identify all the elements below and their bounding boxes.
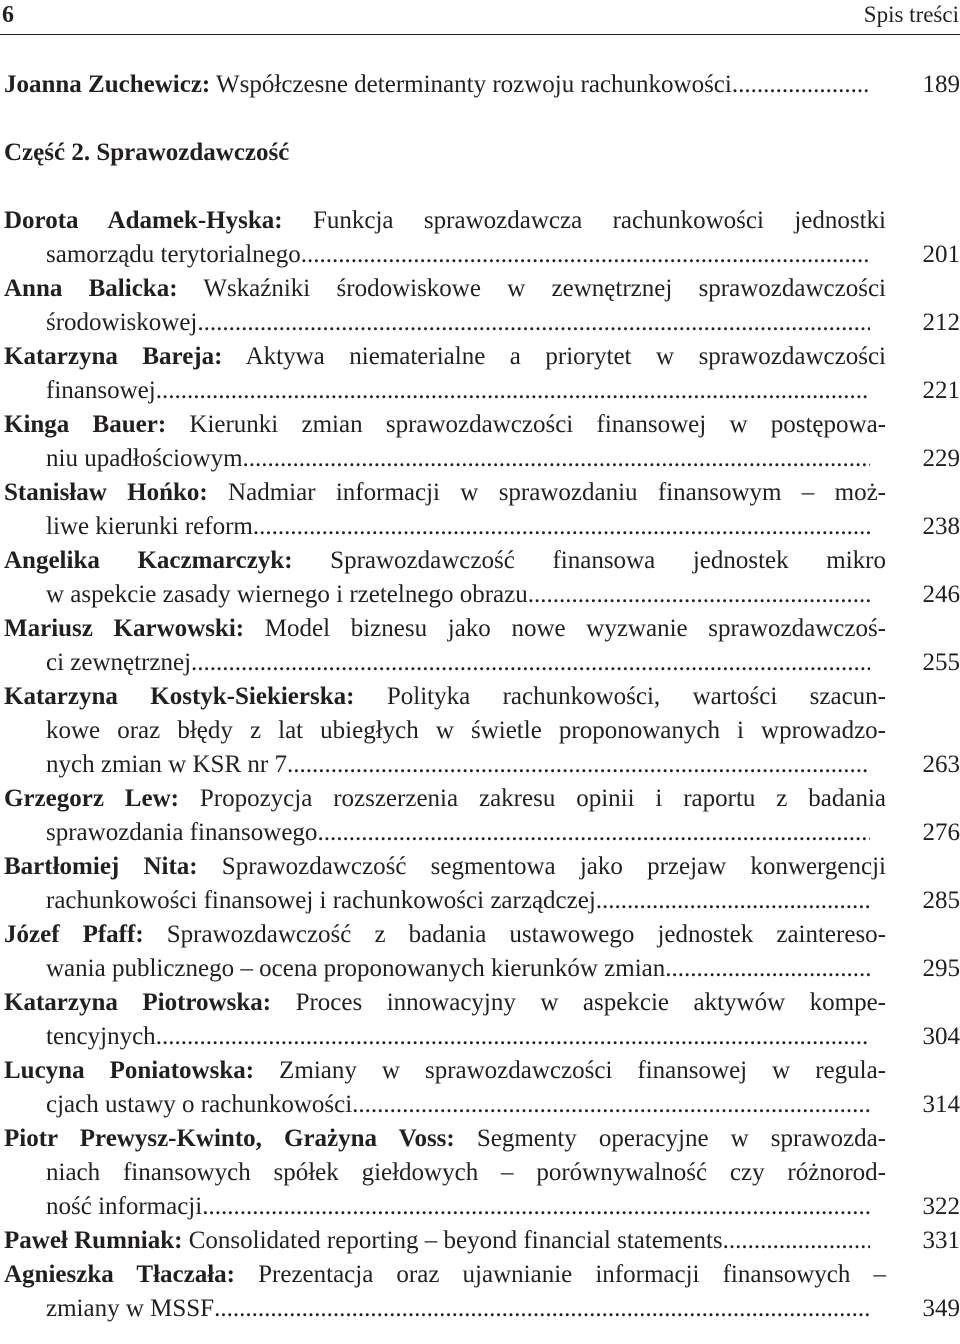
toc-entry[interactable] — [4, 1258, 960, 1326]
leader-dots — [352, 1088, 870, 1122]
entry-page-number: 221 — [922, 377, 960, 404]
entry-title: Segmenty operacyjne w sprawozda- — [454, 1125, 887, 1152]
entry-line — [4, 1190, 960, 1224]
entry-title: Sprawozdawczość finansowa jednostek mikro — [292, 547, 887, 574]
entry-title-cont: niach finansowych spółek giełdowych – porównywalność czy różnorod- — [46, 1159, 886, 1186]
entry-line — [4, 612, 886, 646]
entry-author: Angelika Kaczmarczyk: — [4, 547, 293, 574]
entry-title: Współczesne determinanty rozwoju rachunkowości — [210, 71, 732, 98]
entry-title: Prezentacja oraz ujawnianie informacji finansowych – — [234, 1261, 886, 1288]
toc-entry[interactable] — [4, 204, 960, 272]
leader-dots — [596, 884, 870, 918]
entry-line — [4, 578, 960, 612]
leader-dots — [317, 816, 870, 850]
entry-author: Katarzyna Bareja: — [4, 343, 223, 370]
entry-page-number: 314 — [922, 1091, 960, 1118]
leader-dots — [191, 646, 870, 680]
entry-title: Kierunki zmian sprawozdawczości finansowej w postępowa- — [166, 411, 886, 438]
entry-line — [4, 340, 886, 374]
entry-title-cont: kowe oraz błędy z lat ubiegłych w świetle proponowanych i wprowadzo- — [46, 717, 886, 744]
entry-text — [4, 1224, 723, 1258]
entry-title-end: ci zewnętrznej — [46, 649, 192, 676]
entry-page-number: 212 — [922, 309, 960, 336]
toc-entry[interactable] — [4, 544, 960, 612]
toc-entry[interactable] — [4, 1122, 960, 1224]
entry-line — [4, 1122, 886, 1156]
entry-line — [4, 408, 886, 442]
toc-entry[interactable] — [4, 680, 960, 782]
entry-page-number: 276 — [922, 819, 960, 846]
entry-line — [4, 1258, 886, 1292]
entry-title-end: niu upadłościowym — [46, 445, 243, 472]
entry-line — [4, 1224, 960, 1258]
entry-author: Kinga Bauer: — [4, 411, 167, 438]
entry-author: Katarzyna Piotrowska: — [4, 989, 272, 1016]
toc-entry[interactable] — [4, 68, 960, 102]
leader-dots — [156, 1020, 870, 1054]
leader-dots — [723, 1224, 870, 1258]
toc-entry[interactable] — [4, 918, 960, 986]
entry-title: Nadmiar informacji w sprawozdaniu finansowym – moż- — [207, 479, 886, 506]
entry-author: Katarzyna Kostyk-Siekierska: — [4, 683, 355, 710]
entry-title: Aktywa niematerialne a priorytet w sprawozdawczości — [222, 343, 886, 370]
entry-title: Funkcja sprawozdawcza rachunkowości jednostki — [282, 207, 886, 234]
entry-title: Proces innowacyjny w aspekcie aktywów kompe- — [271, 989, 886, 1016]
entry-title-end: cjach ustawy o rachunkowości — [46, 1091, 353, 1118]
entry-line — [4, 204, 886, 238]
entry-title-end: liwe kierunki reform — [46, 513, 253, 540]
leader-dots — [732, 68, 870, 102]
entry-page-number: 263 — [922, 751, 960, 778]
toc-content — [4, 68, 960, 1326]
entry-line — [4, 1020, 960, 1054]
leader-dots — [243, 442, 870, 476]
toc-entry-list — [4, 204, 960, 1326]
entry-line — [4, 918, 886, 952]
leader-dots — [301, 238, 870, 272]
entry-page-number: 229 — [922, 445, 960, 472]
entry-page-number: 255 — [922, 649, 960, 676]
entry-line — [4, 476, 886, 510]
entry-line — [4, 272, 886, 306]
entry-line — [4, 850, 886, 884]
leader-dots — [214, 1292, 870, 1326]
entry-title-end: wania publicznego – ocena proponowanych kierunków zmian — [46, 955, 666, 982]
entry-line — [4, 884, 960, 918]
leader-dots — [665, 952, 870, 986]
entry-line — [4, 442, 960, 476]
leader-dots — [202, 1190, 870, 1224]
entry-page-number: 238 — [922, 513, 960, 540]
entry-page-number: 295 — [922, 955, 960, 982]
entry-line — [4, 952, 960, 986]
entry-title-end: finansowej — [46, 377, 156, 404]
entry-title: Polityka rachunkowości, wartości szacun- — [354, 683, 887, 710]
leader-dots — [528, 578, 870, 612]
page-number: 6 — [2, 2, 14, 28]
entry-title-end: sprawozdania finansowego — [46, 819, 318, 846]
entry-line — [4, 238, 960, 272]
entry-title: Wskaźniki środowiskowe w zewnętrznej sprawozdawczości — [177, 275, 886, 302]
entry-title: Propozycja rozszerzenia zakresu opinii i raportu z badania — [178, 785, 887, 812]
toc-entry[interactable] — [4, 1224, 960, 1258]
toc-entry[interactable] — [4, 1054, 960, 1122]
entry-line — [4, 374, 960, 408]
entry-line — [4, 986, 886, 1020]
entry-line — [4, 510, 960, 544]
entry-title-end: rachunkowości finansowej i rachunkowości zarządczej — [46, 887, 596, 914]
entry-page-number: 322 — [922, 1193, 960, 1220]
entry-author: Joanna Zuchewicz: — [4, 71, 211, 98]
entry-author: Anna Balicka: — [4, 275, 178, 302]
entry-line — [4, 306, 960, 340]
entry-title: Sprawozdawczość segmentowa jako przejaw konwergencji — [197, 853, 886, 880]
entry-line — [4, 1292, 960, 1326]
entry-author: Paweł Rumniak: — [4, 1227, 183, 1254]
entry-page-number: 246 — [922, 581, 960, 608]
leader-dots — [156, 374, 870, 408]
entry-author: Lucyna Poniatowska: — [4, 1057, 255, 1084]
toc-entry[interactable] — [4, 850, 960, 918]
toc-entry[interactable] — [4, 272, 960, 340]
entry-title-end: zmiany w MSSF — [46, 1295, 215, 1322]
entry-title: Zmiany w sprawozdawczości finansowej w regula- — [254, 1057, 887, 1084]
leader-dots — [253, 510, 870, 544]
entry-line — [4, 1088, 960, 1122]
entry-page-number: 285 — [922, 887, 960, 914]
entry-line — [4, 714, 886, 748]
entry-title-end: tencyjnych — [46, 1023, 156, 1050]
entry-page-number: 201 — [922, 241, 960, 268]
entry-author: Bartłomiej Nita: — [4, 853, 198, 880]
toc-entry[interactable] — [4, 340, 960, 408]
entry-line — [4, 816, 960, 850]
toc-entry[interactable] — [4, 408, 960, 476]
entry-author: Agnieszka Tłaczała: — [4, 1261, 235, 1288]
entry-page-number: 304 — [922, 1023, 960, 1050]
entry-author: Grzegorz Lew: — [4, 785, 179, 812]
entry-line — [4, 680, 886, 714]
entry-page-number: 349 — [922, 1295, 960, 1322]
part-heading: Część 2. Sprawozdawczość — [4, 139, 290, 166]
entry-title: Consolidated reporting – beyond financial statements — [182, 1227, 723, 1254]
toc-entry[interactable] — [4, 782, 960, 850]
entry-author: Stanisław Hońko: — [4, 479, 208, 506]
toc-entry[interactable] — [4, 612, 960, 680]
entry-page-number: 331 — [922, 1227, 960, 1254]
entry-line — [4, 1156, 886, 1190]
entry-page-number: 189 — [922, 71, 960, 98]
entry-line — [4, 1054, 886, 1088]
entry-author: Józef Pfaff: — [4, 921, 144, 948]
entry-author: Piotr Prewysz-Kwinto, Grażyna Voss: — [4, 1125, 455, 1152]
leader-dots — [197, 306, 870, 340]
running-head: Spis treści — [863, 2, 959, 27]
page-header — [0, 0, 960, 35]
entry-line — [4, 646, 960, 680]
entry-author: Mariusz Karwowski: — [4, 615, 245, 642]
entry-author: Dorota Adamek-Hyska: — [4, 207, 283, 234]
entry-title: Sprawozdawczość z badania ustawowego jednostek zaintereso- — [143, 921, 887, 948]
entry-title-end: w aspekcie zasady wiernego i rzetelnego obrazu — [46, 581, 528, 608]
leader-dots — [287, 748, 870, 782]
entry-title-end: środowiskowej — [46, 309, 198, 336]
entry-line — [4, 782, 886, 816]
toc-entry[interactable] — [4, 476, 960, 544]
entry-title-end: nych zmian w KSR nr 7 — [46, 751, 287, 778]
entry-line — [4, 544, 886, 578]
entry-line — [4, 748, 960, 782]
entry-title-end: ność informacji — [46, 1193, 203, 1220]
entry-title-end: samorządu terytorialnego — [46, 241, 301, 268]
entry-title: Model biznesu jako nowe wyzwanie sprawozdawczoś- — [244, 615, 886, 642]
toc-entry[interactable] — [4, 986, 960, 1054]
